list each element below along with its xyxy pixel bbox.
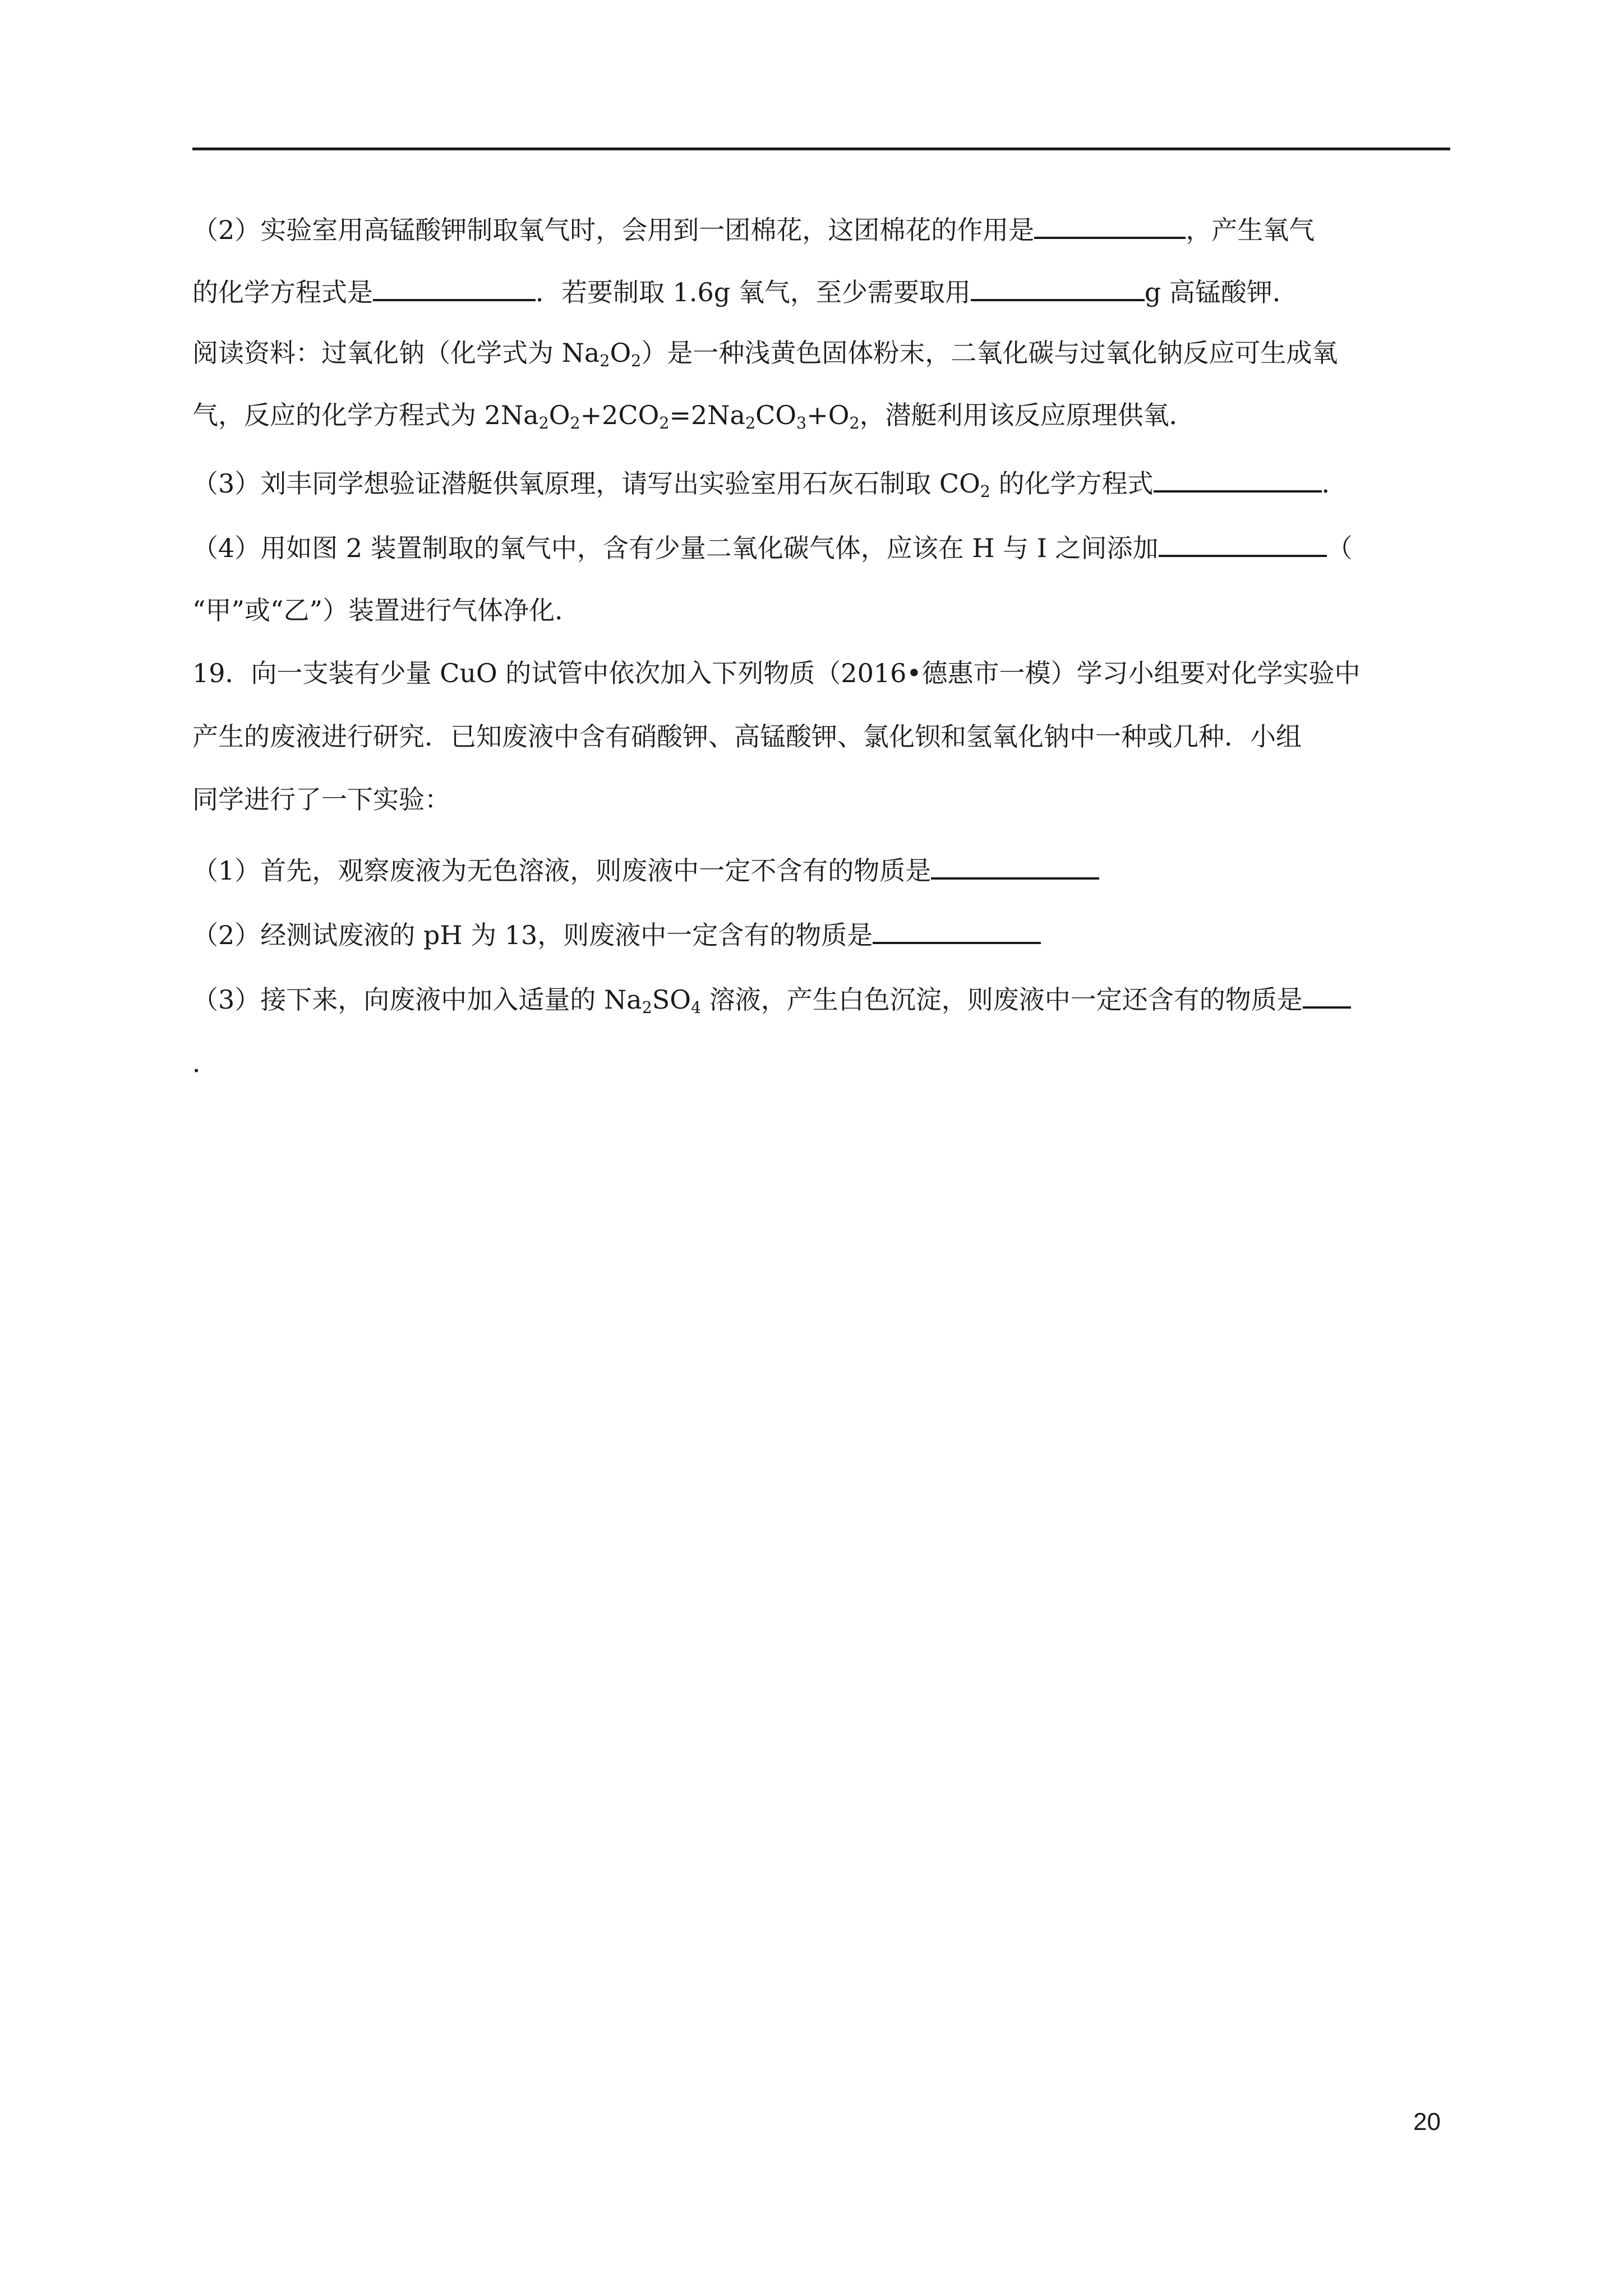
q19-part1: （1）首先，观察废液为无色溶液，则废液中一定不含有的物质是 [192,853,1099,887]
answer-blank[interactable] [931,853,1099,880]
q19-part3: （3）接下来，向废液中加入适量的 $Na_2SO_4$ 溶液，产生白色沉淀，则废液中一定还含有的物质是 [192,982,1351,1016]
q19-stem-line1: 19．向一支装有少量 CuO 的试管中依次加入下列物质（2016•德惠市一模）学习小组要对化学实验中 [192,658,1361,688]
answer-blank[interactable] [373,274,536,301]
reading-material-line1: 阅读资料：过氧化钠（化学式为 $Na_2O_2$）是一种浅黄色固体粉末，二氧化碳与过氧化钠反应可生成氧 [192,338,1338,370]
answer-blank[interactable] [1303,982,1351,1009]
page-number: 20 [1413,2108,1441,2136]
answer-blank[interactable] [1154,466,1322,493]
q18-part3: （3）刘丰同学想验证潜艇供氧原理，请写出实验室用石灰石制取 $CO_2$ 的化学方程式 ． [192,466,1348,500]
reading-material-line2: 气，反应的化学方程式为 $2Na_2O_2+2CO_2=2Na_2CO_3+O_2$，潜艇利用该反应原理供氧． [192,400,1195,432]
q18-part4-line2: “甲”或“乙”）装置进行气体净化． [192,595,581,625]
q18-part2-line1: （2）实验室用高锰酸钾制取氧气时，会用到一团棉花，这团棉花的作用是 ，产生氧气 [192,212,1315,247]
q19-stem-line3: 同学进行了一下实验： [192,784,450,815]
q19-part3-end: ． [192,1048,218,1078]
header-rule [192,148,1450,150]
q18-part2-line2: 的化学方程式是 ．若要制取 1.6g 氧气，至少需要取用 g 高锰酸钾． [192,274,1298,309]
answer-blank[interactable] [1034,212,1186,239]
answer-blank[interactable] [1159,530,1327,557]
q18-part4-line1: （4）用如图 2 装置制取的氧气中，含有少量二氧化碳气体，应该在 H 与 I 之间添加 （ [192,530,1353,565]
answer-blank[interactable] [971,274,1145,301]
q19-stem-line2: 产生的废液进行研究．已知废液中含有硝酸钾、高锰酸钾、氯化钡和氢氧化钠中一种或几种．小组 [192,721,1302,752]
q19-part2: （2）经测试废液的 pH 为 13，则废液中一定含有的物质是 [192,917,1041,952]
answer-blank[interactable] [873,917,1041,944]
